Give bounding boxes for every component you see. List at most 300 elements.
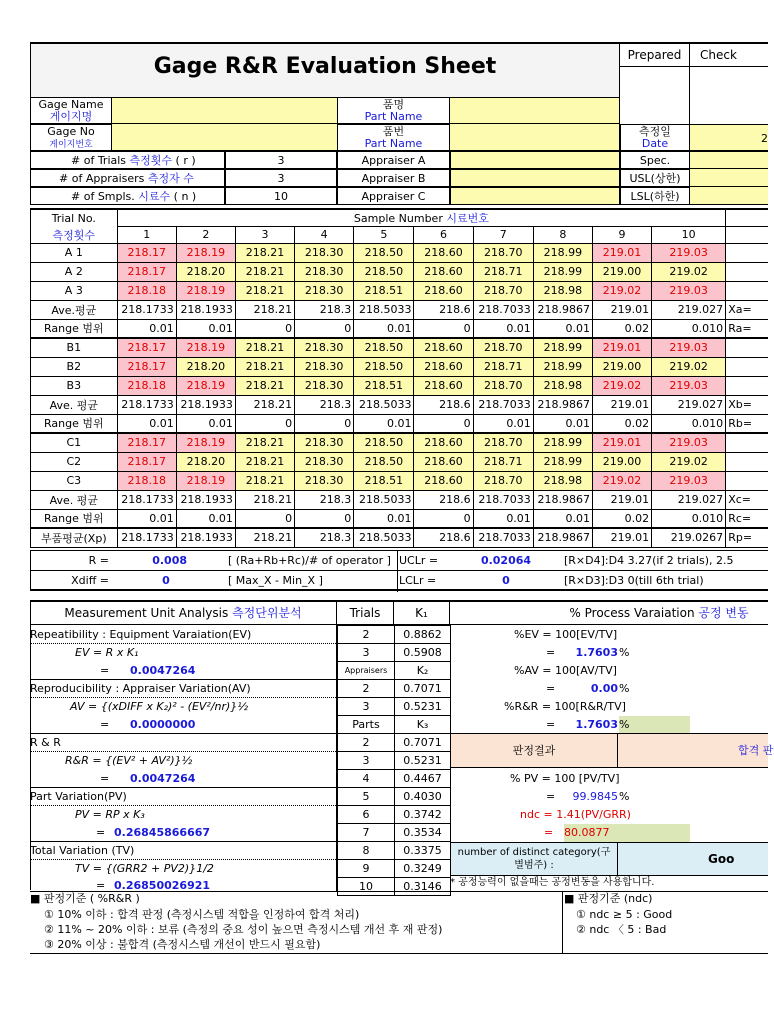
measurement-cell[interactable]: 219.03 — [652, 281, 726, 300]
computed-cell: 218.1933 — [176, 528, 235, 547]
measurement-cell[interactable]: 218.30 — [295, 452, 354, 471]
measurement-cell[interactable]: 218.60 — [414, 281, 473, 300]
rr-title: R & R — [30, 734, 336, 752]
computed-cell: 0.01 — [176, 319, 235, 338]
measurement-cell[interactable]: 218.30 — [295, 357, 354, 376]
row-label: A 2 — [31, 262, 118, 281]
measurement-cell[interactable]: 219.02 — [592, 376, 651, 395]
trials-label-kr: 측정횟수 — [129, 154, 173, 167]
judge-label: 판정결과 — [450, 733, 618, 768]
table-row — [31, 528, 769, 547]
computed-cell: 219.0267 — [652, 528, 726, 547]
k-row — [338, 824, 451, 842]
measurement-cell[interactable]: 219.00 — [592, 452, 651, 471]
table-row — [31, 509, 769, 528]
date-label: Date — [641, 137, 669, 150]
measurement-cell[interactable]: 218.17 — [117, 357, 176, 376]
measurement-cell[interactable]: 218.60 — [414, 357, 473, 376]
measurement-cell[interactable]: 219.03 — [652, 338, 726, 357]
computed-cell: 0.01 — [117, 414, 176, 433]
gage-rr-sheet — [30, 42, 774, 962]
k-cell: 3 — [338, 752, 395, 770]
k-row — [338, 842, 451, 860]
date-label-kr: 측정일 — [639, 125, 671, 138]
table-row — [31, 338, 769, 357]
date-value: 2 — [761, 132, 768, 145]
date-field[interactable] — [690, 124, 768, 151]
pev-unit: % — [619, 646, 630, 659]
computed-cell: 0 — [414, 414, 473, 433]
measurement-cell[interactable]: 218.60 — [414, 338, 473, 357]
judge-result: 합격 판 — [618, 733, 768, 768]
measurement-cell[interactable]: 218.21 — [235, 357, 294, 376]
measurement-cell[interactable]: 219.02 — [592, 281, 651, 300]
sample-col-header: 8 — [533, 227, 592, 244]
xdiff-label: Xdiff = — [71, 574, 109, 587]
sheet-title: Gage R&R Evaluation Sheet — [153, 54, 497, 79]
row-end-label: Xb= — [726, 395, 768, 414]
av-formula: AV = {(xDIFF x K₂)² - (EV²/nr)}½ — [70, 700, 248, 713]
trials-label: # of Trials — [71, 154, 127, 167]
table-header-row-2 — [31, 227, 769, 244]
row-end-label: Rp= — [726, 528, 768, 547]
measurement-cell[interactable]: 219.03 — [652, 433, 726, 452]
xdiff-formula: [ Max_X - Min_X ] — [228, 574, 323, 587]
trials-value[interactable]: 3 — [225, 151, 337, 169]
measurement-cell[interactable]: 218.30 — [295, 471, 354, 490]
appraisers-value[interactable]: 3 — [225, 169, 337, 187]
mua-label-kr: 측정단위분석 — [232, 606, 302, 620]
prr-unit: % — [619, 716, 690, 734]
measurement-cell[interactable]: 218.21 — [235, 433, 294, 452]
measurement-cell[interactable]: 218.70 — [473, 376, 533, 395]
row-label: Range 범위 — [31, 414, 118, 433]
ppv2-value: 99.9845 — [572, 790, 618, 803]
usl-label: USL(상한) — [620, 169, 690, 187]
computed-cell: 218.6 — [414, 300, 473, 319]
measurement-cell[interactable]: 218.50 — [354, 338, 414, 357]
av-eq: = — [100, 718, 110, 731]
computed-cell: 0 — [414, 319, 473, 338]
computed-cell: 219.01 — [592, 395, 651, 414]
k-row — [338, 644, 451, 662]
measurement-cell[interactable]: 218.18 — [117, 281, 176, 300]
measurement-cell[interactable]: 218.19 — [176, 471, 235, 490]
computed-cell: 218.9867 — [533, 395, 592, 414]
measurement-cell[interactable]: 219.01 — [592, 433, 651, 452]
k-row — [338, 662, 451, 680]
measurement-cell[interactable]: 218.70 — [473, 471, 533, 490]
measurement-cell[interactable]: 218.19 — [176, 376, 235, 395]
pav-eq: = — [546, 682, 556, 695]
part-name-field[interactable] — [450, 97, 620, 124]
k-row — [338, 770, 451, 788]
sample-col-header: 2 — [176, 227, 235, 244]
measurement-cell[interactable]: 218.21 — [235, 471, 294, 490]
k-cell: 0.3534 — [395, 824, 451, 842]
ppv2-label: % PV = 100 [PV/TV] — [510, 772, 620, 785]
computed-cell: 0.01 — [533, 509, 592, 528]
k-row — [338, 716, 451, 734]
k-cell: 3 — [338, 644, 395, 662]
r-formula: [ (Ra+Rb+Rc)/# of operator ] — [228, 554, 391, 567]
computed-cell: 218.21 — [235, 395, 294, 414]
measurement-cell[interactable]: 218.51 — [354, 376, 414, 395]
part-no-label-kr: 품번 — [382, 125, 405, 138]
k-cell: 4 — [338, 770, 395, 788]
measurement-cell[interactable]: 218.30 — [295, 262, 354, 281]
measurement-cell[interactable]: 218.21 — [235, 338, 294, 357]
measurement-cell[interactable]: 218.99 — [533, 262, 592, 281]
computed-cell: 218.3 — [295, 395, 354, 414]
criteria-rr-item-3: ③ 20% 이상 : 불합격 (측정시스템 개선이 반드시 필요함) — [44, 938, 321, 951]
row-label: C3 — [31, 471, 118, 490]
measurement-cell[interactable]: 219.02 — [652, 452, 726, 471]
measurement-cell[interactable]: 218.21 — [235, 452, 294, 471]
measurement-cell[interactable]: 218.99 — [533, 452, 592, 471]
mua-label: Measurement Unit Analysis — [64, 606, 229, 620]
measurement-cell[interactable]: 218.70 — [473, 433, 533, 452]
tv-formula: TV = {(GRR2 + PV2)}1/2 — [75, 862, 214, 875]
computed-cell: 0.01 — [117, 509, 176, 528]
computed-cell: 0.01 — [354, 414, 414, 433]
k-cell: 0.4467 — [395, 770, 451, 788]
computed-cell: 218.7033 — [473, 300, 533, 319]
pv-title: Part Variation(PV) — [30, 788, 336, 806]
computed-cell: 218.9867 — [533, 528, 592, 547]
row-label: B1 — [31, 338, 118, 357]
measurement-cell[interactable]: 218.19 — [176, 243, 235, 262]
k-subheader: K₂ — [395, 662, 451, 680]
row-end-label: Ra= — [726, 319, 768, 338]
data-table-wrapper — [30, 208, 768, 548]
computed-cell: 218.21 — [235, 300, 294, 319]
computed-cell: 0.010 — [652, 509, 726, 528]
computed-cell: 0.010 — [652, 319, 726, 338]
k-cell: 2 — [338, 734, 395, 752]
measurement-cell[interactable]: 219.03 — [652, 471, 726, 490]
measurement-cell[interactable]: 219.02 — [652, 357, 726, 376]
table-row — [31, 243, 769, 262]
measurement-cell[interactable]: 218.30 — [295, 243, 354, 262]
samples-value[interactable]: 10 — [225, 187, 337, 205]
sample-col-header: 3 — [235, 227, 294, 244]
k-row — [338, 734, 451, 752]
row-label: Ave. 평균 — [31, 490, 118, 509]
pv-eq: = — [96, 826, 106, 839]
computed-cell: 0 — [295, 509, 354, 528]
computed-cell: 218.3 — [295, 300, 354, 319]
computed-cell: 0.01 — [354, 319, 414, 338]
gage-name-label: Gage Name — [38, 98, 104, 111]
k-cell: 7 — [338, 824, 395, 842]
measurement-cell[interactable]: 219.00 — [592, 262, 651, 281]
measurement-cell[interactable]: 218.30 — [295, 338, 354, 357]
measurement-cell[interactable]: 218.60 — [414, 433, 473, 452]
table-row — [31, 433, 769, 452]
measurement-cell[interactable]: 219.02 — [652, 262, 726, 281]
table-row — [31, 471, 769, 490]
measurement-cell[interactable]: 219.00 — [592, 357, 651, 376]
measurement-cell[interactable]: 218.21 — [235, 376, 294, 395]
appraiser-c-field[interactable] — [450, 187, 620, 205]
usl-field[interactable] — [690, 169, 768, 187]
measurement-cell[interactable]: 219.01 — [592, 243, 651, 262]
measurement-cell[interactable]: 218.71 — [473, 452, 533, 471]
measurement-cell[interactable]: 218.99 — [533, 357, 592, 376]
criteria-rr-title: ■ 판정기준 ( %R&R ) — [30, 892, 140, 905]
measurement-cell[interactable]: 218.98 — [533, 471, 592, 490]
lclr-note: [R×D3]:D3 0(till 6th trial) — [564, 574, 704, 587]
computed-cell: 0.02 — [592, 509, 651, 528]
measurement-cell[interactable]: 218.17 — [117, 338, 176, 357]
measurement-cell[interactable]: 219.02 — [592, 471, 651, 490]
row-label: B3 — [31, 376, 118, 395]
ev-formula: EV = R x K₁ — [75, 646, 139, 659]
measurement-cell[interactable]: 218.30 — [295, 281, 354, 300]
pev-value: 1.7603 — [575, 646, 618, 659]
computed-cell: 218.6 — [414, 395, 473, 414]
computed-cell: 218.7033 — [473, 395, 533, 414]
spec-field[interactable] — [690, 151, 768, 169]
measurement-cell[interactable]: 218.17 — [117, 433, 176, 452]
measurement-cell[interactable]: 218.60 — [414, 452, 473, 471]
measurement-cell[interactable]: 218.21 — [235, 262, 294, 281]
measurement-cell[interactable]: 218.71 — [473, 262, 533, 281]
k-cell: 0.7071 — [395, 734, 451, 752]
measurement-cell[interactable]: 218.18 — [117, 376, 176, 395]
measurement-cell[interactable]: 218.60 — [414, 262, 473, 281]
appraiser-a-field[interactable] — [450, 151, 620, 169]
computed-cell: 0.01 — [354, 509, 414, 528]
measurement-cell[interactable]: 218.18 — [117, 471, 176, 490]
measurement-cell[interactable]: 218.70 — [473, 338, 533, 357]
measurement-cell[interactable]: 218.21 — [235, 243, 294, 262]
trial-no-header: Trial No. — [31, 209, 118, 227]
ppv2-eq: = — [546, 790, 556, 803]
gage-no-label: Gage No — [47, 125, 95, 138]
k-cell: 0.7071 — [395, 680, 451, 698]
part-no-label: Part Name — [364, 137, 423, 150]
measurement-cell[interactable]: 218.20 — [176, 357, 235, 376]
measurement-cell[interactable]: 218.51 — [354, 281, 414, 300]
measurement-cell[interactable]: 218.20 — [176, 452, 235, 471]
computed-cell: 0 — [235, 414, 294, 433]
computed-cell: 0 — [295, 319, 354, 338]
measurement-cell[interactable]: 219.03 — [652, 243, 726, 262]
computed-cell: 0.02 — [592, 414, 651, 433]
computed-cell: 218.5033 — [354, 490, 414, 509]
computed-cell: 0.01 — [473, 509, 533, 528]
gage-name-label-kr: 게이지명 — [49, 110, 93, 123]
k-row — [338, 698, 451, 716]
measurement-cell[interactable]: 218.19 — [176, 338, 235, 357]
k-cell: 0.5231 — [395, 752, 451, 770]
criteria-ndc-item-2: ② ndc 〈 5 : Bad — [576, 923, 667, 936]
criteria-rr-item-1: ① 10% 이하 : 합격 판정 (측정시스템 적합을 인정하여 합격 처리) — [44, 908, 360, 921]
criteria-ndc-title: ■ 판정기준 (ndc) — [564, 892, 653, 905]
measurement-cell[interactable]: 218.51 — [354, 471, 414, 490]
k-row — [338, 788, 451, 806]
mua-header — [30, 602, 337, 625]
gage-name-field[interactable] — [112, 97, 337, 124]
measurement-cell[interactable]: 218.17 — [117, 243, 176, 262]
measurement-cell[interactable]: 218.99 — [533, 338, 592, 357]
measurement-cell[interactable]: 218.70 — [473, 281, 533, 300]
tv-eq: = — [96, 879, 106, 892]
trial-no-header-kr: 측정횟수 — [31, 227, 118, 244]
k-subheader-parts: Parts — [338, 716, 395, 734]
row-label: 부품평균(Xp) — [31, 528, 118, 547]
tv-value: 0.26850026921 — [114, 879, 211, 892]
pav-value: 0.00 — [590, 682, 618, 695]
computed-cell: 218.21 — [235, 528, 294, 547]
table-row — [31, 490, 769, 509]
pv-value: 0.26845866667 — [114, 826, 211, 839]
measurement-cell[interactable]: 218.17 — [117, 262, 176, 281]
k-row — [338, 752, 451, 770]
k1-col-header: K₁ — [394, 602, 450, 625]
row-label: Range 범위 — [31, 509, 118, 528]
appraiser-b-field[interactable] — [450, 169, 620, 187]
table-row — [31, 452, 769, 471]
r-value: 0.008 — [152, 554, 187, 567]
measurement-cell[interactable]: 218.70 — [473, 243, 533, 262]
prr-eq: = — [546, 718, 556, 731]
computed-cell: 219.027 — [652, 490, 726, 509]
ev-value: 0.0047264 — [130, 664, 196, 677]
measurement-cell[interactable]: 218.50 — [354, 433, 414, 452]
prepared-label: Prepared — [620, 42, 690, 67]
k-cell: 6 — [338, 806, 395, 824]
measurement-table — [30, 208, 768, 548]
measurement-cell[interactable]: 218.19 — [176, 281, 235, 300]
computed-cell: 0 — [235, 509, 294, 528]
measurement-cell[interactable]: 218.98 — [533, 376, 592, 395]
k-row — [338, 626, 451, 644]
computed-cell: 0.02 — [592, 319, 651, 338]
measurement-cell[interactable]: 218.60 — [414, 471, 473, 490]
row-end-label: Xa= — [726, 300, 768, 319]
measurement-cell[interactable]: 219.03 — [652, 376, 726, 395]
pev-label: %EV = 100[EV/TV] — [514, 628, 618, 641]
computed-cell: 218.3 — [295, 490, 354, 509]
row-end-label — [726, 338, 768, 357]
measurement-cell[interactable]: 218.60 — [414, 243, 473, 262]
sample-number-header — [117, 209, 726, 227]
k-cell: 0.8862 — [395, 626, 451, 644]
table-row — [31, 357, 769, 376]
k-cell: 0.5908 — [395, 644, 451, 662]
part-no-field[interactable] — [450, 124, 620, 151]
row-end-label — [726, 357, 768, 376]
table-header-row-1 — [31, 209, 769, 227]
criteria-rr-item-2: ② 11% ~ 20% 이하 : 보류 (측정의 중요 성이 높으면 측정시스템 개선 후 재 판정) — [44, 923, 443, 936]
ndc-note: * 공정능력이 없을때는 공정변동을 사용합니다. — [450, 877, 655, 888]
measurement-cell[interactable]: 218.30 — [295, 433, 354, 452]
lclr-label: LCLr = — [399, 574, 437, 587]
computed-cell: 218.3 — [295, 528, 354, 547]
appraisers-label: # of Appraisers — [59, 172, 145, 185]
ndc-label: number of distinct category(구별범주) : — [450, 842, 618, 876]
row-end-label — [726, 281, 768, 300]
part-name-label: Part Name — [364, 110, 423, 123]
gage-no-label-cell — [30, 124, 112, 151]
computed-cell: 218.5033 — [354, 300, 414, 319]
prr-label: %R&R = 100[R&R/TV] — [504, 700, 626, 713]
appraiser-c-label: Appraiser C — [337, 187, 450, 205]
gage-no-field[interactable] — [112, 124, 337, 151]
samples-label: # of Smpls. — [71, 190, 135, 203]
measurement-cell[interactable]: 218.71 — [473, 357, 533, 376]
computed-cell: 0 — [414, 509, 473, 528]
samples-label-kr: 시료수 — [138, 190, 171, 203]
r-label: R = — [88, 554, 109, 567]
measurement-cell[interactable]: 218.19 — [176, 433, 235, 452]
measurement-cell[interactable]: 218.60 — [414, 376, 473, 395]
lsl-label: LSL(하한) — [620, 187, 690, 205]
pev-eq: = — [546, 646, 556, 659]
computed-cell: 0.01 — [117, 319, 176, 338]
measurement-cell[interactable]: 218.50 — [354, 262, 414, 281]
k-row — [338, 680, 451, 698]
computed-cell: 219.01 — [592, 300, 651, 319]
k-cell: 0.4030 — [395, 788, 451, 806]
appraisers-label-cell — [30, 169, 225, 187]
lsl-field[interactable] — [690, 187, 768, 205]
measurement-cell[interactable]: 218.99 — [533, 243, 592, 262]
table-row — [31, 281, 769, 300]
table-row — [31, 376, 769, 395]
ndc-result: Goo — [618, 842, 768, 876]
date-label-cell — [620, 124, 690, 151]
measurement-cell[interactable]: 218.50 — [354, 357, 414, 376]
row-end-label — [726, 433, 768, 452]
computed-cell: 219.01 — [592, 490, 651, 509]
ppv-label: % Process Varaiation — [569, 606, 695, 620]
measurement-cell[interactable]: 218.21 — [235, 281, 294, 300]
k-cell: 10 — [338, 878, 395, 896]
measurement-cell[interactable]: 218.50 — [354, 452, 414, 471]
k-cell: 5 — [338, 788, 395, 806]
computed-cell: 218.1733 — [117, 490, 176, 509]
computed-cell: 218.5033 — [354, 395, 414, 414]
sample-col-header: 5 — [354, 227, 414, 244]
measurement-cell[interactable]: 218.20 — [176, 262, 235, 281]
measurement-cell[interactable]: 219.01 — [592, 338, 651, 357]
measurement-cell[interactable]: 218.50 — [354, 243, 414, 262]
computed-cell: 0.01 — [473, 414, 533, 433]
ppv-header — [450, 602, 768, 625]
spec-label: Spec. — [620, 151, 690, 169]
k-cell: 2 — [338, 680, 395, 698]
uclr-label: UCLr = — [399, 554, 439, 567]
sample-col-header: 7 — [473, 227, 533, 244]
measurement-cell[interactable]: 218.30 — [295, 376, 354, 395]
measurement-cell[interactable]: 218.99 — [533, 433, 592, 452]
criteria-divider — [562, 891, 563, 954]
measurement-cell[interactable]: 218.98 — [533, 281, 592, 300]
k-constants-table — [337, 625, 451, 896]
appraiser-a-label: Appraiser A — [337, 151, 450, 169]
measurement-cell[interactable]: 218.17 — [117, 452, 176, 471]
computed-cell: 0.010 — [652, 414, 726, 433]
uclr-note: [R×D4]:D4 3.27(if 2 trials), 2.5 — [564, 554, 734, 567]
tv-title: Total Variation (TV) — [30, 842, 336, 860]
row-end-label — [726, 376, 768, 395]
computed-cell: 0.01 — [176, 414, 235, 433]
computed-cell: 219.027 — [652, 300, 726, 319]
